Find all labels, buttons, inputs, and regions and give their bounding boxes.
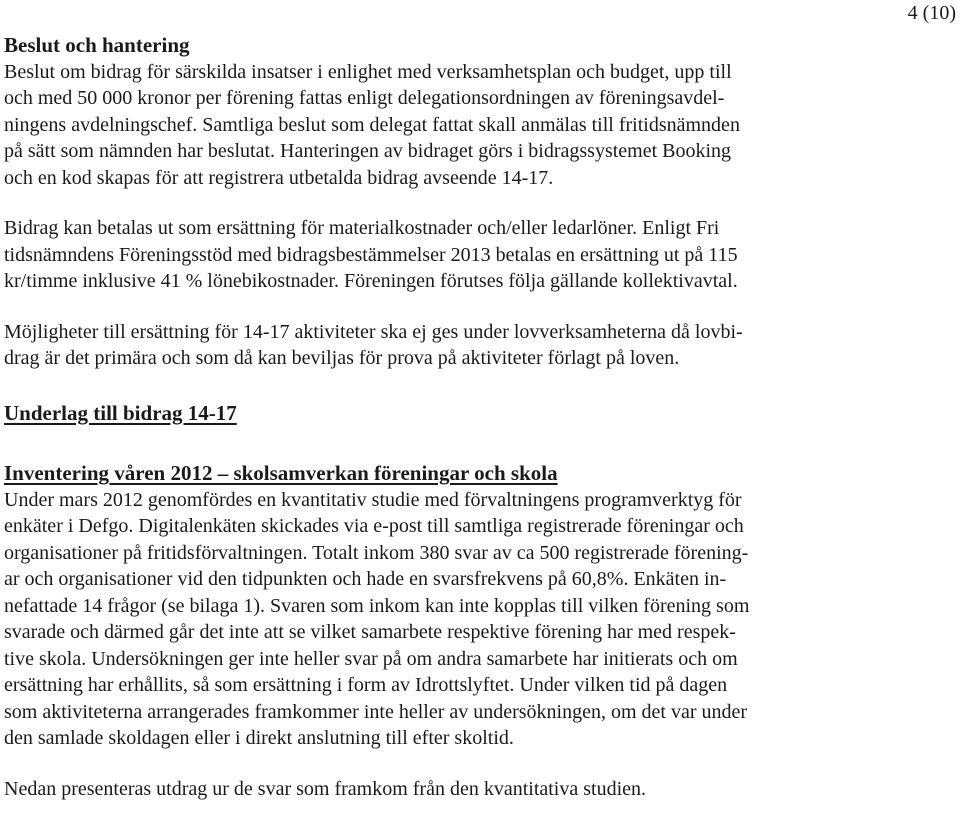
paragraph [4,215,890,295]
text-line: och med 50 000 kronor per förening fattas enligt delegationsordningen av föreningsavdel- [4,87,725,109]
paragraph [4,776,890,803]
text-line: Möjligheter till ersättning för 14-17 aktiviteter ska ej ges under lovverksamheterna då lovbi- [4,320,743,343]
paragraph [4,319,890,372]
text-line: nefattade 14 frågor (se bilaga 1). Svaren som inkom kan inte kopplas till vilken förening som [4,594,750,617]
text-line: och en kod skapas för att registrera utbetalda bidrag avseende 14-17. [4,166,554,189]
text-line: svarade och därmed går det inte att se vilket samarbete respektive förening har med respek- [4,621,736,643]
text-line: på sätt som nämnden har beslutat. Hanteringen av bidraget görs i bidragssystemet Booking [4,140,732,162]
section-heading: Beslut och hantering [4,33,190,57]
section-heading-inventering: Inventering våren 2012 – skolsamverkan föreningar och skola [4,461,558,485]
text-line: kr/timme inklusive 41 % lönebikostnader. Föreningen förutses följa gällande kollektivavtal. [4,270,738,292]
text-line: ar och organisationer vid den tidpunkten och hade en svarsfrekvens på 60,8%. Enkäten in- [4,568,727,590]
paragraph [4,59,890,192]
section-heading-underlag: Underlag till bidrag 14-17 [4,400,237,425]
text-line: tive skola. Undersökningen ger inte heller svar på om andra samarbete har initierats och om [4,647,738,670]
text-line: som aktiviteterna arrangerades framkommer inte heller av undersökningen, om det var under [4,700,748,723]
text-line: ersättning har erhållits, så som ersättning i form av Idrottslyftet. Under vilken tid på dagen [4,674,728,696]
text-line: enkäter i Defgo. Digitalenkäten skickades via e-post till samtliga registrerade föreningar och [4,515,744,537]
section-beslut-och-hantering [4,32,890,191]
text-line: Under mars 2012 genomfördes en kvantitativ studie med förvaltningens programverktyg för [4,488,742,511]
text-line: tidsnämndens Föreningsstöd med bidragsbestämmelser 2013 betalas en ersättning ut på 115 [4,243,738,266]
page-number: 4 (10) [907,2,956,24]
paragraph [4,487,890,752]
text-line: drag är det primära och som då kan beviljas för prova på aktiviteter förlagt på loven. [4,347,680,369]
document-body [4,32,890,802]
text-line: Nedan presenteras utdrag ur de svar som framkom från den kvantitativa studien. [4,777,647,800]
text-line: ningens avdelningschef. Samtliga beslut som delegat fattat skall anmälas till fritidsnämnden [4,113,740,136]
section-inventering [4,460,890,752]
text-line: den samlade skoldagen eller i direkt anslutning till efter skoltid. [4,727,514,749]
text-line: Bidrag kan betalas ut som ersättning för materialkostnader och/eller ledarlöner. Enligt Fri [4,217,720,239]
text-line: Beslut om bidrag för särskilda insatser i enlighet med verksamhetsplan och budget, upp till [4,60,732,83]
text-line: organisationer på fritidsförvaltningen. Totalt inkom 380 svar av ca 500 registrerade förening- [4,541,749,564]
